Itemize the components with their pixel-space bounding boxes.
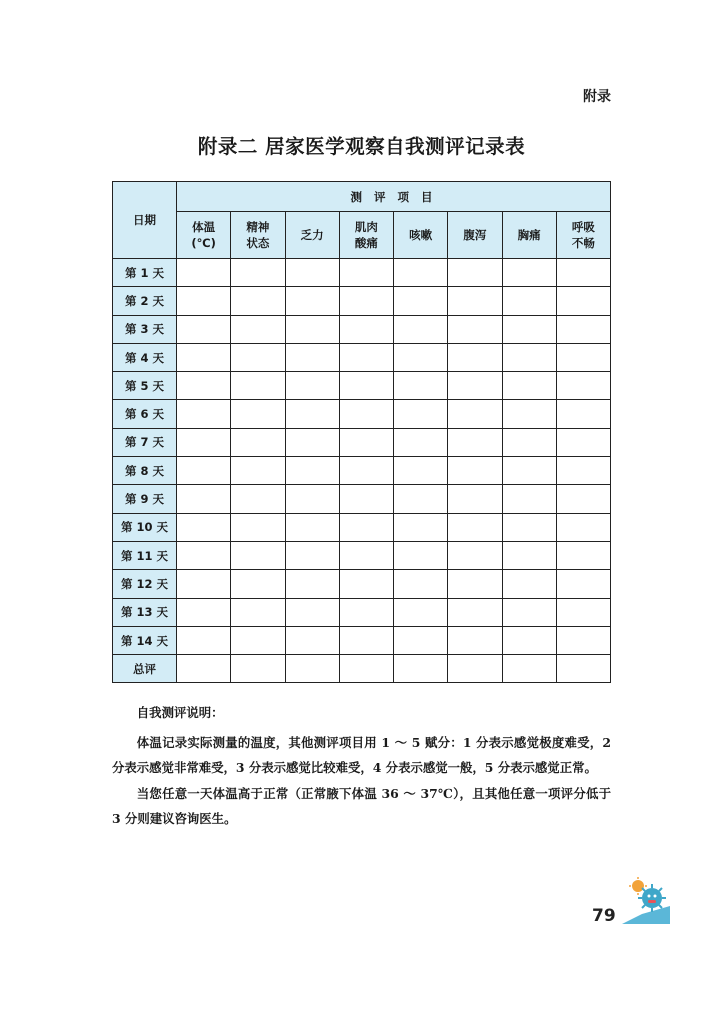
table-row [113, 598, 611, 626]
day-label: 第 3 天 [113, 315, 177, 343]
score-cell[interactable] [448, 400, 502, 428]
score-cell[interactable] [177, 655, 231, 683]
column-header [556, 212, 610, 259]
score-cell[interactable] [502, 259, 556, 287]
table-row [113, 315, 611, 343]
score-cell[interactable] [556, 428, 610, 456]
day-label: 第 5 天 [113, 372, 177, 400]
score-cell[interactable] [339, 428, 393, 456]
score-cell[interactable] [231, 372, 285, 400]
table-row [113, 513, 611, 541]
score-cell[interactable] [231, 400, 285, 428]
day-label: 第 9 天 [113, 485, 177, 513]
score-cell[interactable] [502, 485, 556, 513]
table-row [113, 400, 611, 428]
score-cell[interactable] [502, 315, 556, 343]
day-label: 第 1 天 [113, 259, 177, 287]
score-cell[interactable] [502, 570, 556, 598]
notes-paragraph: 体温记录实际测量的温度，其他测评项目用 1 ～ 5 赋分：1 分表示感觉极度难受，2 分表示感觉非常难受，3 分表示感觉比较难受，4 分表示感觉一般，5 分表示感觉正常。 [112, 734, 611, 775]
score-cell[interactable] [285, 655, 339, 683]
section-label: 附录 [583, 89, 611, 105]
score-cell[interactable] [231, 598, 285, 626]
column-header [285, 212, 339, 259]
score-cell[interactable] [285, 457, 339, 485]
score-cell[interactable] [177, 400, 231, 428]
column-header-line: 乏力 [300, 228, 324, 242]
score-cell[interactable] [339, 372, 393, 400]
score-cell[interactable] [448, 343, 502, 371]
score-cell[interactable] [394, 598, 448, 626]
score-cell[interactable] [556, 598, 610, 626]
score-cell[interactable] [231, 485, 285, 513]
score-cell[interactable] [448, 655, 502, 683]
day-label: 第 12 天 [113, 570, 177, 598]
score-cell[interactable] [448, 598, 502, 626]
score-cell[interactable] [448, 541, 502, 569]
table-body [113, 259, 611, 683]
score-cell[interactable] [339, 485, 393, 513]
column-header-line: 体温 [192, 220, 216, 234]
column-header-line: 咳嗽 [409, 228, 433, 242]
score-cell[interactable] [448, 315, 502, 343]
score-cell[interactable] [448, 513, 502, 541]
score-cell[interactable] [285, 598, 339, 626]
day-label: 第 6 天 [113, 400, 177, 428]
score-cell[interactable] [394, 457, 448, 485]
table-row [113, 259, 611, 287]
score-cell[interactable] [177, 287, 231, 315]
score-cell[interactable] [339, 343, 393, 371]
score-cell[interactable] [394, 259, 448, 287]
day-label: 第 8 天 [113, 457, 177, 485]
score-cell[interactable] [285, 343, 339, 371]
score-cell[interactable] [394, 655, 448, 683]
score-cell[interactable] [502, 513, 556, 541]
notes-title: 自我测评说明： [136, 705, 224, 720]
score-cell[interactable] [339, 626, 393, 654]
day-label: 第 7 天 [113, 428, 177, 456]
score-cell[interactable] [556, 259, 610, 287]
score-cell[interactable] [448, 457, 502, 485]
score-cell[interactable] [339, 457, 393, 485]
score-cell[interactable] [285, 626, 339, 654]
score-cell[interactable] [448, 259, 502, 287]
score-cell[interactable] [502, 598, 556, 626]
score-cell[interactable] [285, 513, 339, 541]
notes-paragraph: 当您任意一天体温高于正常（正常腋下体温 36 ～ 37℃），且其他任意一项评分低于 3 分则建议咨询医生。 [112, 785, 611, 826]
score-cell[interactable] [231, 626, 285, 654]
score-cell[interactable] [339, 655, 393, 683]
score-cell[interactable] [502, 343, 556, 371]
column-header-line: 状态 [246, 236, 270, 250]
score-cell[interactable] [339, 400, 393, 428]
score-cell[interactable] [502, 428, 556, 456]
column-header-line: 腹泻 [463, 228, 487, 242]
score-cell[interactable] [177, 428, 231, 456]
score-cell[interactable] [177, 457, 231, 485]
date-column-header: 日期 [113, 182, 177, 259]
score-cell[interactable] [231, 428, 285, 456]
score-cell[interactable] [394, 372, 448, 400]
score-cell[interactable] [556, 513, 610, 541]
score-cell[interactable] [502, 287, 556, 315]
day-label: 第 13 天 [113, 598, 177, 626]
score-cell[interactable] [285, 541, 339, 569]
page-title: 附录二 居家医学观察自我测评记录表 [197, 135, 526, 158]
column-header-line: 不畅 [571, 236, 595, 250]
score-cell[interactable] [285, 485, 339, 513]
score-cell[interactable] [394, 626, 448, 654]
score-cell[interactable] [556, 626, 610, 654]
score-cell[interactable] [556, 457, 610, 485]
table-row [113, 372, 611, 400]
day-label: 第 4 天 [113, 343, 177, 371]
score-cell[interactable] [177, 315, 231, 343]
day-label: 第 10 天 [113, 513, 177, 541]
column-header-line: 胸痛 [517, 228, 541, 242]
assessment-items-row [113, 212, 611, 259]
column-header-line: 精神 [246, 220, 270, 234]
table-row [113, 541, 611, 569]
score-cell[interactable] [394, 287, 448, 315]
score-cell[interactable] [177, 626, 231, 654]
score-cell[interactable] [556, 655, 610, 683]
score-cell[interactable] [394, 343, 448, 371]
score-cell[interactable] [285, 400, 339, 428]
score-cell[interactable] [231, 287, 285, 315]
notes-section [112, 700, 611, 832]
score-cell[interactable] [231, 541, 285, 569]
column-header-line: (℃) [191, 236, 216, 250]
score-cell[interactable] [339, 513, 393, 541]
score-cell[interactable] [448, 372, 502, 400]
column-header [394, 212, 448, 259]
score-cell[interactable] [556, 400, 610, 428]
score-cell[interactable] [394, 485, 448, 513]
score-cell[interactable] [231, 457, 285, 485]
score-cell[interactable] [448, 485, 502, 513]
score-cell[interactable] [448, 287, 502, 315]
score-cell[interactable] [502, 655, 556, 683]
score-cell[interactable] [285, 315, 339, 343]
score-cell[interactable] [285, 570, 339, 598]
column-header [339, 212, 393, 259]
score-cell[interactable] [285, 259, 339, 287]
table-row [113, 570, 611, 598]
score-cell[interactable] [177, 372, 231, 400]
score-cell[interactable] [177, 513, 231, 541]
score-cell[interactable] [394, 428, 448, 456]
assessment-items-header: 测 评 项 目 [177, 182, 611, 212]
score-cell[interactable] [502, 626, 556, 654]
table-row [113, 343, 611, 371]
day-label: 第 14 天 [113, 626, 177, 654]
score-cell[interactable] [339, 570, 393, 598]
table-row [113, 457, 611, 485]
score-cell[interactable] [339, 541, 393, 569]
self-assessment-table [112, 181, 611, 683]
virus-decoration-icon [612, 876, 672, 926]
day-label: 第 11 天 [113, 541, 177, 569]
score-cell[interactable] [285, 287, 339, 315]
column-header [177, 212, 231, 259]
column-header [231, 212, 285, 259]
score-cell[interactable] [177, 541, 231, 569]
score-cell[interactable] [177, 485, 231, 513]
score-cell[interactable] [339, 315, 393, 343]
column-header [502, 212, 556, 259]
score-cell[interactable] [556, 570, 610, 598]
table-row [113, 287, 611, 315]
score-cell[interactable] [448, 428, 502, 456]
table-row [113, 485, 611, 513]
score-cell[interactable] [394, 541, 448, 569]
score-cell[interactable] [502, 457, 556, 485]
column-header-line: 肌肉 [354, 220, 378, 234]
score-cell[interactable] [394, 400, 448, 428]
score-cell[interactable] [502, 541, 556, 569]
score-cell[interactable] [285, 428, 339, 456]
score-cell[interactable] [394, 513, 448, 541]
table-row [113, 655, 611, 683]
score-cell[interactable] [339, 287, 393, 315]
score-cell[interactable] [339, 598, 393, 626]
day-label: 第 2 天 [113, 287, 177, 315]
score-cell[interactable] [285, 372, 339, 400]
score-cell[interactable] [394, 570, 448, 598]
score-cell[interactable] [177, 598, 231, 626]
score-cell[interactable] [231, 655, 285, 683]
score-cell[interactable] [556, 485, 610, 513]
score-cell[interactable] [448, 626, 502, 654]
day-label: 总评 [113, 655, 177, 683]
score-cell[interactable] [231, 570, 285, 598]
score-cell[interactable] [556, 315, 610, 343]
score-cell[interactable] [502, 400, 556, 428]
score-cell[interactable] [502, 372, 556, 400]
score-cell[interactable] [177, 259, 231, 287]
score-cell[interactable] [339, 259, 393, 287]
score-cell[interactable] [231, 513, 285, 541]
score-cell[interactable] [394, 315, 448, 343]
score-cell[interactable] [556, 343, 610, 371]
score-cell[interactable] [177, 570, 231, 598]
score-cell[interactable] [556, 287, 610, 315]
score-cell[interactable] [556, 541, 610, 569]
table-row [113, 428, 611, 456]
page-number: 79 [592, 906, 616, 926]
column-header [448, 212, 502, 259]
score-cell[interactable] [231, 259, 285, 287]
score-cell[interactable] [231, 343, 285, 371]
score-cell[interactable] [448, 570, 502, 598]
table-row [113, 626, 611, 654]
score-cell[interactable] [177, 343, 231, 371]
score-cell[interactable] [556, 372, 610, 400]
column-header-line: 呼吸 [571, 220, 595, 234]
column-header-line: 酸痛 [354, 236, 378, 250]
score-cell[interactable] [231, 315, 285, 343]
